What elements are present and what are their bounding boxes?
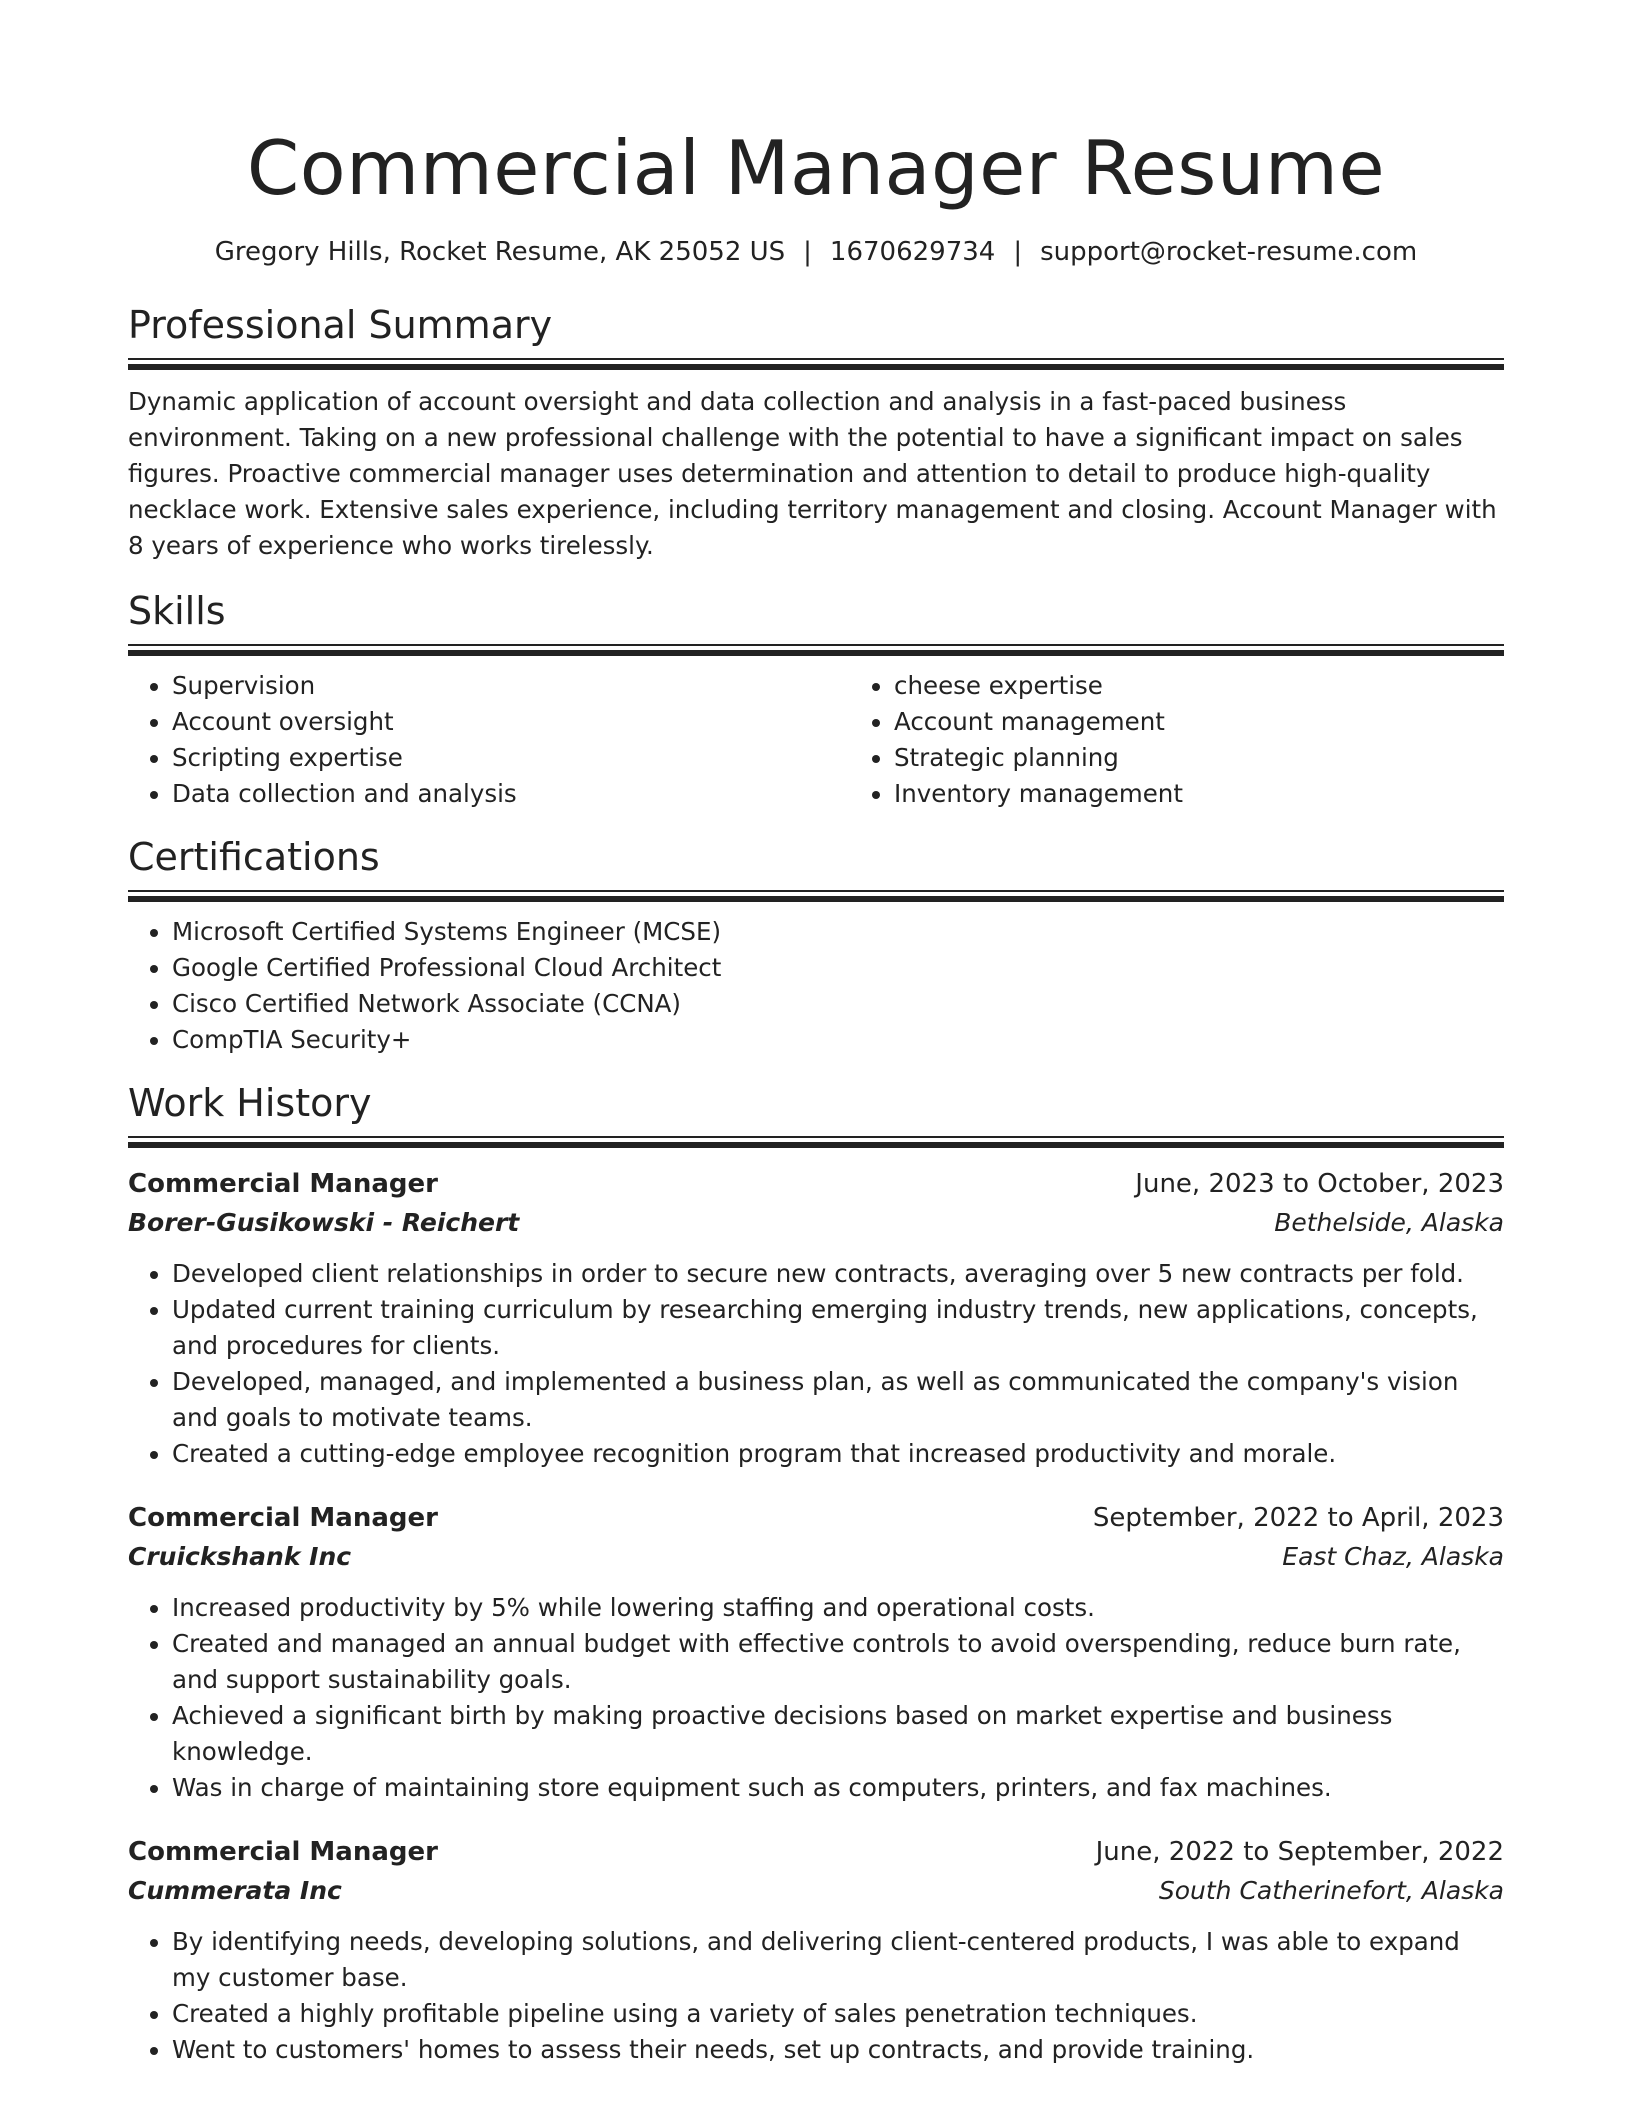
certification-item: • Microsoft Certified Systems Engineer (MCSE) [172,914,1504,950]
job-header-row [128,1832,1504,1872]
section-divider [128,644,1504,656]
skill-item: • Inventory management [894,776,1572,812]
skills-section [128,586,1504,812]
job-entry [128,1498,1504,1806]
job-bullets [128,1590,1504,1806]
job-location: Bethelside, Alaska [1274,1208,1504,1237]
job-bullet: • Went to customers' homes to assess their needs, set up contracts, and provide training. [172,2032,1504,2068]
certification-item: • Google Certified Professional Cloud Architect [172,950,1504,986]
page-title: Commercial Manager Resume [246,124,1386,212]
job-title: Commercial Manager [128,1169,438,1199]
contact-phone: 1670629734 [829,237,996,267]
certifications-list [128,914,1504,1058]
work-history-heading: Work History [128,1081,372,1125]
work-history-section [128,1078,1504,2068]
job-dates: June, 2022 to September, 2022 [1095,1837,1504,1867]
job-bullet: • Was in charge of maintaining store equipment such as computers, printers, and fax machines. [172,1770,1504,1806]
job-header-row [128,1498,1504,1538]
contact-line [128,234,1504,270]
skill-item: • Account management [894,704,1572,740]
job-entry [128,1832,1504,2068]
contact-email: support@rocket-resume.com [1040,237,1418,267]
skills-list-left [128,668,850,812]
contact-separator: | [1013,237,1023,267]
job-location: East Chaz, Alaska [1282,1542,1504,1571]
job-company: Borer-Gusikowski - Reichert [128,1208,520,1237]
job-bullet: • Achieved a significant birth by making proactive decisions based on market expertise and business knowledge. [172,1698,1504,1770]
job-bullets [128,1256,1504,1472]
section-divider [128,1136,1504,1148]
job-company: Cruickshank Inc [128,1542,352,1571]
skill-item: • Account oversight [172,704,850,740]
job-location: South Catherinefort, Alaska [1158,1876,1504,1905]
summary-text: Dynamic application of account oversight and data collection and analysis in a fast-paced business environment. Taking on a new professional challenge with the potential to have a significant impact on sales figures. Proactive commercial manager uses determination and attention to detail to produce high-quality necklace work. Extensive sales experience, including territory management and closing. Account Manager with 8 years of experience who works tirelessly. [128,387,1497,560]
skill-item: • Data collection and analysis [172,776,850,812]
skill-item: • cheese expertise [894,668,1572,704]
resume-page [128,0,1504,2068]
section-divider [128,358,1504,370]
job-bullet: • Increased productivity by 5% while lowering staffing and operational costs. [172,1590,1504,1626]
skill-item: • Scripting expertise [172,740,850,776]
job-company-row [128,1204,1504,1242]
job-bullet: • By identifying needs, developing solutions, and delivering client-centered products, I was able to expand my customer base. [172,1924,1504,1996]
skills-list-right [850,668,1572,812]
job-bullet: • Updated current training curriculum by researching emerging industry trends, new applications, concepts, and procedures for clients. [172,1292,1504,1364]
summary-section [128,300,1504,564]
job-bullets [128,1924,1504,2068]
job-dates: September, 2022 to April, 2023 [1092,1503,1504,1533]
certifications-section [128,832,1504,1058]
certification-item: • Cisco Certified Network Associate (CCNA) [172,986,1504,1022]
job-title: Commercial Manager [128,1837,438,1867]
job-bullet: • Created and managed an annual budget with effective controls to avoid overspending, reduce burn rate, and support sustainability goals. [172,1626,1504,1698]
certification-item: • CompTIA Security+ [172,1022,1504,1058]
skill-item: • Supervision [172,668,850,704]
section-divider [128,890,1504,902]
job-bullet: • Developed client relationships in order to secure new contracts, averaging over 5 new contracts per fold. [172,1256,1504,1292]
job-entry [128,1164,1504,1472]
job-company-row [128,1872,1504,1910]
certifications-heading: Certifications [128,835,380,879]
job-bullet: • Created a cutting-edge employee recognition program that increased productivity and morale. [172,1436,1504,1472]
job-company: Cummerata Inc [128,1876,342,1905]
job-header-row [128,1164,1504,1204]
job-dates: June, 2023 to October, 2023 [1135,1169,1504,1199]
contact-address: Gregory Hills, Rocket Resume, AK 25052 US [214,237,786,267]
job-bullet: • Created a highly profitable pipeline using a variety of sales penetration techniques. [172,1996,1504,2032]
job-company-row [128,1538,1504,1576]
contact-separator: | [803,237,812,267]
skill-item: • Strategic planning [894,740,1572,776]
job-title: Commercial Manager [128,1503,438,1533]
summary-heading: Professional Summary [128,303,553,347]
skills-grid [128,668,1504,812]
skills-heading: Skills [128,589,226,633]
job-bullet: • Developed, managed, and implemented a business plan, as well as communicated the company's vision and goals to motivate teams. [172,1364,1504,1436]
